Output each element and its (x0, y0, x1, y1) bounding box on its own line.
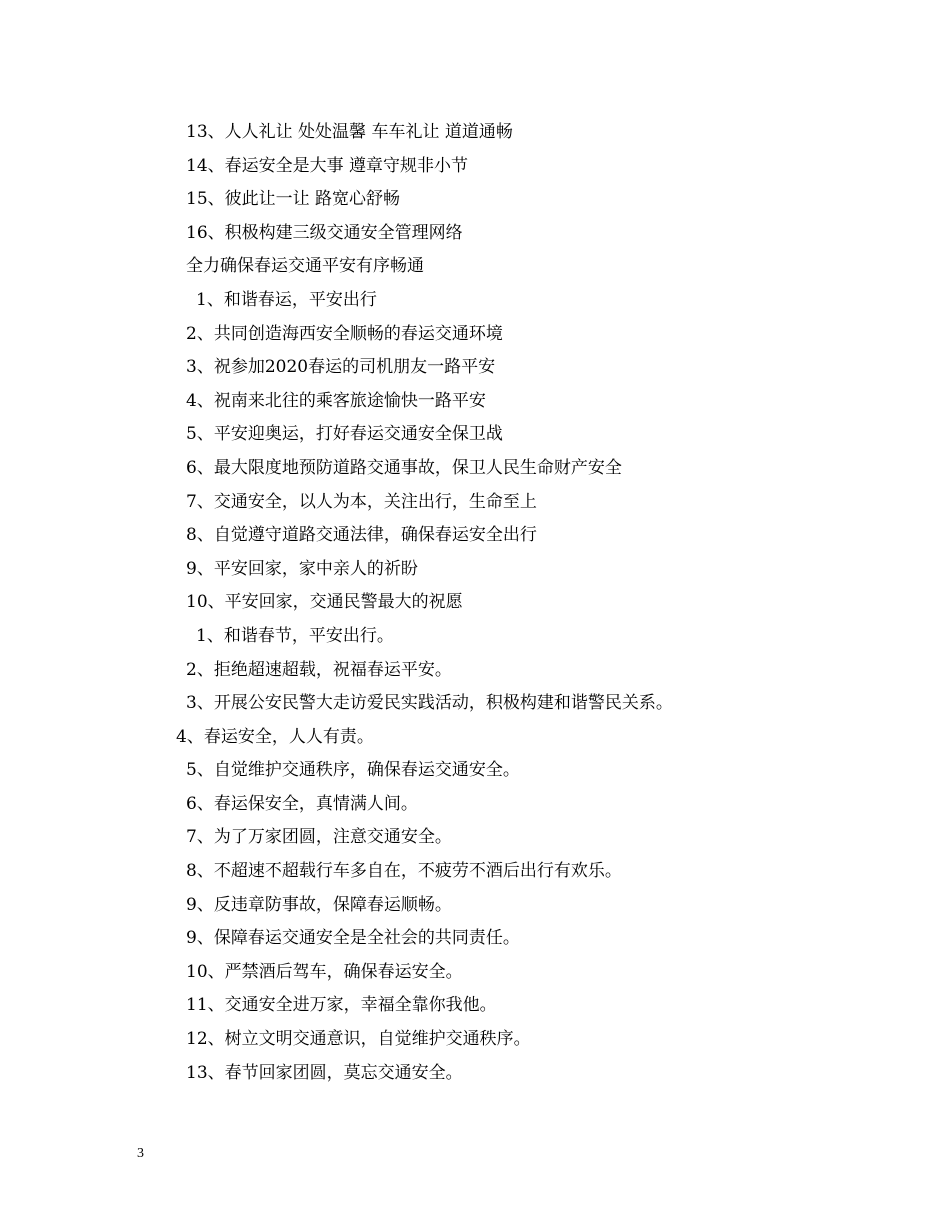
slogan-line: 8、不超速不超载行车多自在，不疲劳不酒后出行有欢乐。 (186, 861, 622, 882)
slogan-line: 4、祝南来北往的乘客旅途愉快一路平安 (186, 390, 486, 411)
slogan-line: 5、平安迎奥运，打好春运交通安全保卫战 (186, 424, 503, 445)
slogan-line: 12、树立文明交通意识，自觉维护交通秩序。 (186, 1029, 531, 1050)
slogan-line: 6、春运保安全，真情满人间。 (186, 793, 418, 814)
slogan-line: 11、交通安全进万家，幸福全靠你我他。 (186, 995, 497, 1016)
slogan-line: 2、共同创造海西安全顺畅的春运交通环境 (186, 323, 503, 344)
slogan-line: 1、和谐春节，平安出行。 (196, 625, 394, 646)
section-heading: 全力确保春运交通平安有序畅通 (186, 256, 424, 277)
slogan-line: 1、和谐春运，平安出行 (196, 289, 377, 310)
slogan-line: 3、开展公安民警大走访爱民实践活动，积极构建和谐警民关系。 (186, 693, 673, 714)
slogan-line: 8、自觉遵守道路交通法律，确保春运安全出行 (186, 525, 537, 546)
slogan-line: 10、严禁酒后驾车，确保春运安全。 (186, 961, 463, 982)
slogan-line: 10、平安回家，交通民警最大的祝愿 (186, 592, 463, 613)
slogan-line: 13、春节回家团圆，莫忘交通安全。 (186, 1062, 463, 1083)
slogan-line: 9、平安回家，家中亲人的祈盼 (186, 558, 418, 579)
slogan-line: 14、春运安全是大事 遵章守规非小节 (186, 155, 469, 176)
slogan-line: 15、彼此让一让 路宽心舒畅 (186, 189, 401, 210)
slogan-line: 4、春运安全，人人有责。 (176, 726, 374, 747)
slogan-line: 3、祝参加2020春运的司机朋友一路平安 (186, 357, 496, 378)
slogan-line: 7、交通安全，以人为本，关注出行，生命至上 (186, 491, 537, 512)
slogan-list (0, 116, 950, 1090)
slogan-line: 16、积极构建三级交通安全管理网络 (186, 222, 463, 243)
slogan-line: 2、拒绝超速超载，祝福春运平安。 (186, 659, 452, 680)
slogan-line: 13、人人礼让 处处温馨 车车礼让 道道通畅 (186, 122, 513, 142)
slogan-line: 9、反违章防事故，保障春运顺畅。 (186, 894, 452, 915)
slogan-line: 9、保障春运交通安全是全社会的共同责任。 (186, 928, 520, 949)
slogan-line: 6、最大限度地预防道路交通事故，保卫人民生命财产安全 (186, 457, 622, 478)
slogan-line: 7、为了万家团圆，注意交通安全。 (186, 827, 452, 848)
slogan-line: 5、自觉维护交通秩序，确保春运交通安全。 (186, 760, 520, 781)
page-number: 3 (137, 1146, 144, 1161)
